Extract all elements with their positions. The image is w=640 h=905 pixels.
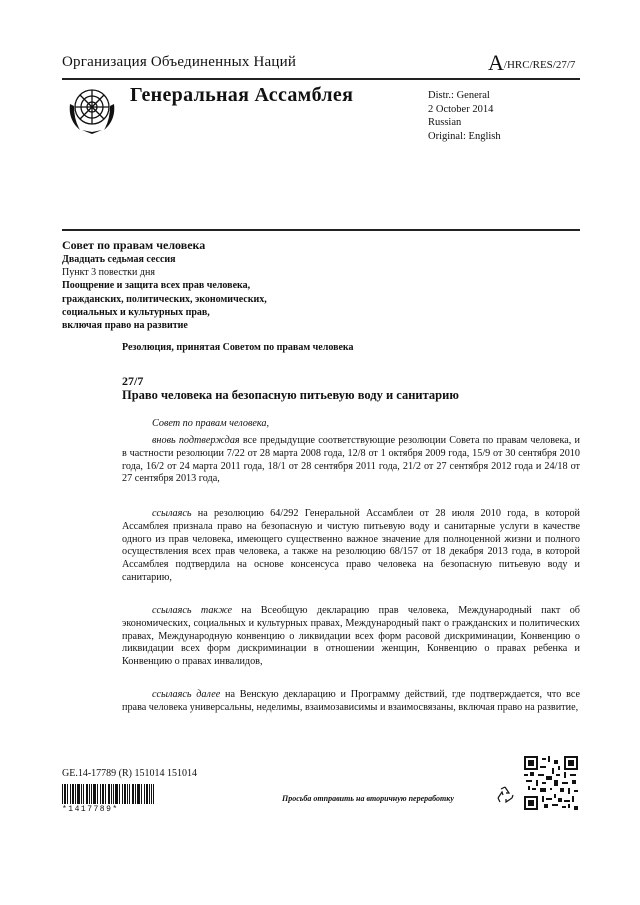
topic-line: включая право на развитие — [62, 320, 188, 332]
topic-line: гражданских, политических, экономических, — [62, 293, 267, 305]
org-name: Организация Объединенных Наций — [62, 54, 297, 70]
paragraph-lead: ссылаясь далее — [152, 689, 221, 700]
paragraph-lead: ссылаясь также — [152, 605, 233, 616]
barcode-number: *1417789* — [62, 805, 119, 814]
preamble-paragraph — [122, 508, 580, 585]
paragraph-lead: ссылаясь — [152, 508, 192, 519]
document-symbol — [488, 50, 575, 76]
paragraph-text: на резолюцию 64/292 Генеральной Ассамблеи от 28 июля 2010 года, в которой Ассамблея признала право на безопасную и чистую питьевую воду и санитарные услуги в качестве одного из прав человека, имеющего существенно важное значение для полноценной жизни и полного осуществления всех прав человека, а также на резолюцию 68/157 от 18 декабря 2013 года, в которой Ассамблея подтвердила на основе консенсуса право человека на безопасную питьевую воду и санитарию, — [122, 508, 580, 583]
topic-line: социальных и культурных прав, — [62, 306, 210, 318]
resolution-number: 27/7 — [122, 374, 144, 388]
distribution-block — [428, 89, 501, 143]
session-info — [62, 253, 267, 332]
distr-date: 2 October 2014 — [428, 103, 494, 115]
assembly-title: Генеральная Ассамблея — [130, 84, 354, 106]
preamble-paragraph — [122, 689, 580, 715]
agenda-item: Пункт 3 повестки дня — [62, 267, 155, 279]
qr-code-icon — [524, 756, 578, 810]
paragraph-text: на Венскую декларацию и Программу действий, где подтверждается, что все права человека универсальны, неделимы, взаимозависимы и взаимосвязаны, включая право на развитие, — [122, 689, 581, 713]
section-rule — [62, 229, 580, 231]
resolution-title: Право человека на безопасную питьевую воду и санитарию — [122, 388, 459, 402]
symbol-rest: /HRC/RES/27/7 — [503, 59, 576, 71]
paragraph-text: на Всеобщую декларацию прав человека, Международный пакт об экономических, социальных и культурных правах, Международный пакт о гражданских и политических правах, Международную конвенцию о ликвидации всех форм расовой дискриминации, Конвенцию о ликвидации всех форм дискриминации в отношении женщин, Конвенцию о правах ребенка и Конвенцию о правах инвалидов, — [122, 605, 580, 668]
header-rule — [62, 78, 580, 80]
preamble-paragraph — [122, 605, 580, 669]
paragraph-lead: вновь подтверждая — [152, 435, 240, 446]
barcode-icon — [62, 784, 154, 804]
topic-line: Поощрение и защита всех прав человека, — [62, 280, 251, 292]
adopted-by: Резолюция, принятая Советом по правам человека — [122, 342, 354, 353]
recycle-icon — [494, 784, 516, 806]
un-emblem-icon — [64, 82, 120, 138]
session-name: Двадцать седьмая сессия — [62, 254, 176, 265]
symbol-letter: A — [488, 50, 504, 75]
distr-language: Russian — [428, 117, 462, 128]
paragraph-text: все предыдущие соответствующие резолюции Совета по правам человека, и в частности резолюции 7/22 от 28 марта 2008 года, 12/8 от 1 октября 2009 года, 15/9 от 30 сентября 2010 года, 16/2 от 24 марта 2011 года, 18/1 от 28 сентября 2011 года, 21/2 от 27 сентября 2012 года и 24/18 от 27 сентября 2013 года, — [122, 435, 581, 485]
council-name: Совет по правам человека — [62, 238, 206, 252]
preamble-paragraph — [122, 435, 580, 486]
document-code: GE.14-17789 (R) 151014 151014 — [62, 768, 197, 779]
distr-original: Original: English — [428, 130, 501, 142]
opening-line: Совет по правам человека, — [152, 418, 270, 429]
distr-line: Distr.: General — [428, 90, 490, 101]
recycle-note: Просьба отправить на вторичную переработку — [282, 794, 454, 803]
